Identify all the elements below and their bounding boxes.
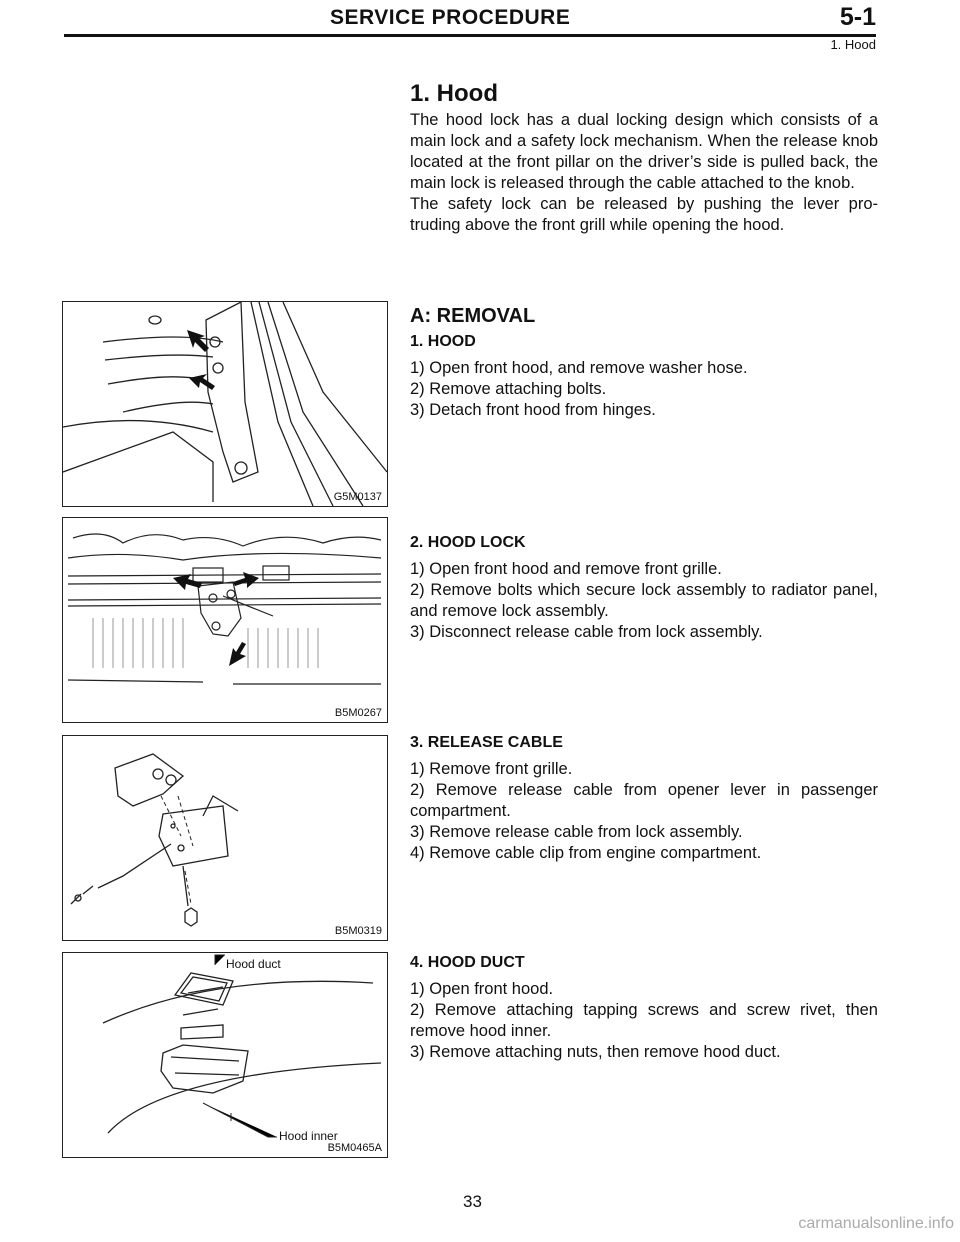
step-duct-3: 3) Remove attaching nuts, then remove hood duct. [410,1043,781,1061]
figure-hood-lock [62,517,388,723]
intro-paragraph-1: The hood lock has a dual locking design which consists of a main lock and a safety lock mechanism. When the release knob located at the front pillar on the driver’s side is pulled back, the main lock is released through the cable attached to the knob. [410,111,878,192]
figure-id: B5M0267 [334,707,382,719]
step-hood-2: 2) Remove attaching bolts. [410,380,607,398]
section-number: 5-1 [839,3,876,31]
figure-release-cable [62,735,388,941]
figure-id: G5M0137 [333,491,382,503]
footer-watermark[interactable]: carmanualsonline.info [798,1215,954,1232]
callout-hood-duct: Hood duct [226,957,281,971]
section-title-hood: 1. HOOD [410,333,476,350]
step-lock-1: 1) Open front hood and remove front grille. [410,560,722,578]
step-cable-1: 1) Remove front grille. [410,760,573,778]
step-lock-2: 2) Remove bolts which secure lock assembly to radiator panel, and remove lock assembly. [410,581,878,620]
step-hood-3: 3) Detach front hood from hinges. [410,401,656,419]
hood-hinge-drawing [63,302,387,506]
figure-hood-duct [62,952,388,1158]
header-title: SERVICE PROCEDURE [330,6,571,29]
callout-hood-inner: Hood inner [279,1129,338,1143]
step-lock-3: 3) Disconnect release cable from lock assembly. [410,623,763,641]
step-cable-4: 4) Remove cable clip from engine compartment. [410,844,762,862]
hood-lock-drawing [63,518,387,722]
step-cable-3: 3) Remove release cable from lock assembly. [410,823,743,841]
page-heading: 1. Hood [410,80,498,107]
section-title-hood-lock: 2. HOOD LOCK [410,534,526,551]
figure-id: B5M0465A [327,1142,382,1154]
header-rule [64,34,876,37]
header-subsection: 1. Hood [830,37,876,52]
step-duct-1: 1) Open front hood. [410,980,554,998]
section-title-hood-duct: 4. HOOD DUCT [410,954,525,971]
intro-paragraph-2: The safety lock can be released by pushing the lever pro- truding above the front grill while opening the hood. [410,195,878,234]
hood-duct-drawing [63,953,387,1157]
step-duct-2: 2) Remove attaching tapping screws and screw rivet, then remove hood inner. [410,1001,878,1040]
section-title-release-cable: 3. RELEASE CABLE [410,734,563,751]
figure-id: B5M0319 [334,925,382,937]
release-cable-drawing [63,736,387,940]
removal-heading: A: REMOVAL [410,305,536,327]
step-hood-1: 1) Open front hood, and remove washer hose. [410,359,748,377]
page-number: 33 [463,1192,482,1211]
step-cable-2: 2) Remove release cable from opener lever in passenger compartment. [410,781,878,820]
figure-hood-hinge [62,301,388,507]
